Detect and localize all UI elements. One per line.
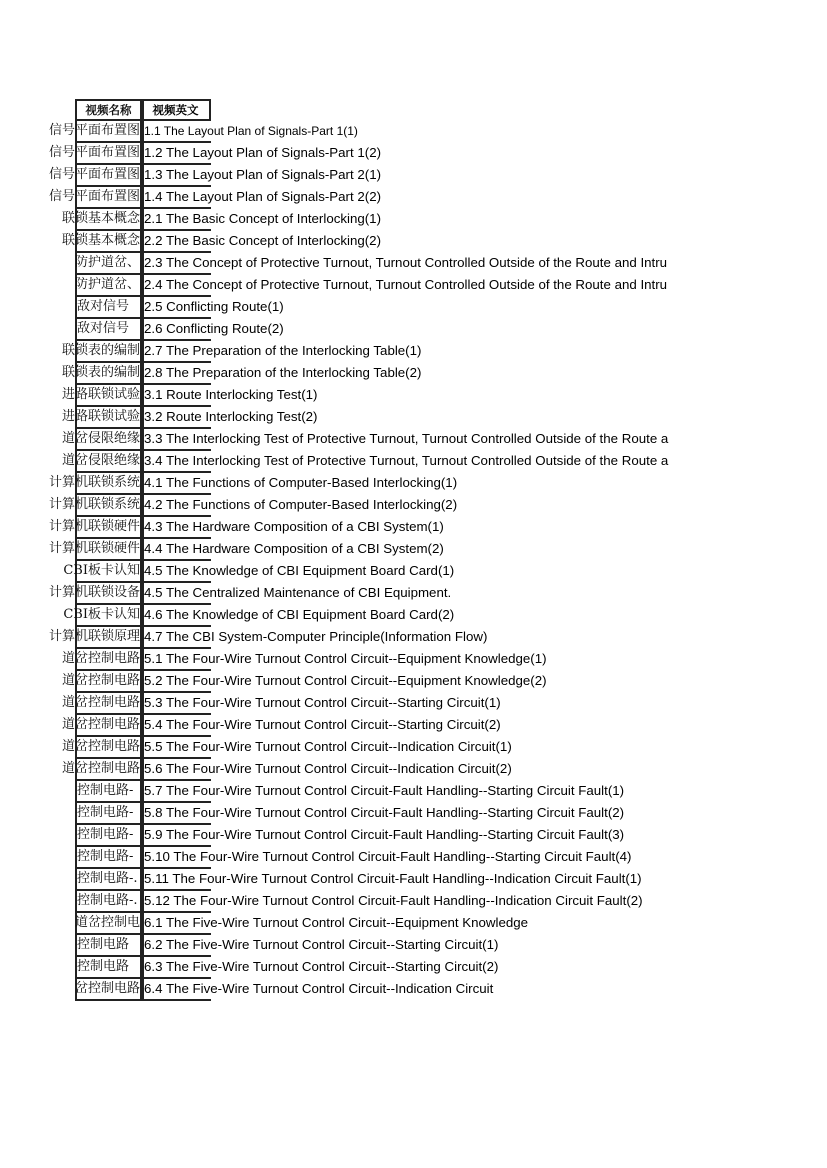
table-row[interactable] (61, 693, 668, 715)
video-name-text: 道岔控制电 (74, 915, 140, 930)
video-name-text: 计算机联锁设备 (48, 585, 140, 600)
video-english-cell[interactable]: 4.5 The Centralized Maintenance of CBI Equipment. (142, 583, 451, 605)
table-row[interactable] (75, 935, 668, 957)
video-english-cell[interactable]: 5.3 The Four-Wire Turnout Control Circuit--Starting Circuit(1) (142, 693, 501, 715)
video-name-text: 计算机联锁原理 (48, 629, 140, 644)
video-name-text: 控制电路- (77, 805, 134, 820)
table-row[interactable] (75, 979, 668, 1001)
video-english-cell[interactable]: 3.4 The Interlocking Test of Protective Turnout, Turnout Controlled Outside of the Route a (142, 451, 668, 473)
video-name-text: 道岔控制电路 (61, 651, 140, 666)
video-name-cell[interactable] (61, 429, 142, 451)
table-row[interactable] (48, 473, 668, 495)
video-english-cell[interactable]: 5.11 The Four-Wire Turnout Control Circuit-Fault Handling--Indication Circuit Fault(1) (142, 869, 642, 891)
video-name-cell[interactable] (61, 693, 142, 715)
table-row[interactable] (48, 583, 668, 605)
table-row[interactable] (48, 187, 668, 209)
video-english-cell[interactable]: 1.4 The Layout Plan of Signals-Part 2(2) (142, 187, 381, 209)
video-name-cell[interactable] (63, 605, 142, 627)
video-name-text: 计算机联锁硬件 (48, 519, 140, 534)
video-name-cell[interactable] (48, 165, 142, 187)
video-english-cell[interactable]: 3.3 The Interlocking Test of Protective Turnout, Turnout Controlled Outside of the Route a (142, 429, 668, 451)
video-name-cell[interactable] (75, 781, 142, 803)
video-english-cell[interactable]: 4.3 The Hardware Composition of a CBI System(1) (142, 517, 444, 539)
video-name-cell[interactable] (61, 341, 142, 363)
table-row[interactable] (61, 715, 668, 737)
video-name-cell[interactable] (75, 825, 142, 847)
video-english-cell[interactable]: 6.1 The Five-Wire Turnout Control Circuit--Equipment Knowledge (142, 913, 528, 935)
video-english-cell[interactable]: 6.2 The Five-Wire Turnout Control Circuit--Starting Circuit(1) (142, 935, 498, 957)
video-english-cell[interactable]: 5.2 The Four-Wire Turnout Control Circuit--Equipment Knowledge(2) (142, 671, 547, 693)
video-name-cell[interactable] (61, 737, 142, 759)
video-name-text: 计算机联锁系统 (48, 475, 140, 490)
video-name-cell[interactable] (61, 209, 142, 231)
video-english-cell[interactable]: 4.1 The Functions of Computer-Based Interlocking(1) (142, 473, 457, 495)
video-english-cell[interactable]: 5.9 The Four-Wire Turnout Control Circuit-Fault Handling--Starting Circuit Fault(3) (142, 825, 624, 847)
table-row[interactable] (61, 341, 668, 363)
video-name-text: 道岔侵限绝缘 (61, 453, 140, 468)
video-name-cell[interactable] (75, 891, 142, 913)
video-name-text: 控制电路- (77, 783, 134, 798)
video-name-cell[interactable] (48, 539, 142, 561)
table-row[interactable] (75, 891, 668, 913)
video-name-cell[interactable] (48, 517, 142, 539)
table-row[interactable] (61, 649, 668, 671)
video-english-cell[interactable]: 2.6 Conflicting Route(2) (142, 319, 284, 341)
header-video-english: 视频英文 (142, 99, 211, 121)
video-english-cell[interactable]: 1.1 The Layout Plan of Signals-Part 1(1) (142, 121, 358, 143)
video-name-text: 道岔控制电路 (61, 739, 140, 754)
video-name-text: 计算机联锁系统 (48, 497, 140, 512)
header-row (75, 99, 668, 121)
table-row[interactable] (61, 429, 669, 451)
table-row[interactable] (75, 957, 668, 979)
video-name-text: 控制电路-. (77, 871, 138, 886)
table-row[interactable] (75, 825, 668, 847)
table-row[interactable] (48, 517, 668, 539)
video-english-cell[interactable]: 4.6 The Knowledge of CBI Equipment Board Card(2) (142, 605, 454, 627)
video-name-cell[interactable] (75, 253, 142, 275)
table-row[interactable] (75, 869, 668, 891)
video-name-text: 控制电路 (77, 959, 130, 974)
video-name-text: 道岔控制电路 (61, 717, 140, 732)
video-name-text: 敌对信号 (77, 321, 130, 336)
video-name-cell[interactable] (48, 495, 142, 517)
video-english-cell[interactable]: 4.7 The CBI System-Computer Principle(Information Flow) (142, 627, 487, 649)
video-english-cell[interactable]: 5.7 The Four-Wire Turnout Control Circuit-Fault Handling--Starting Circuit Fault(1) (142, 781, 624, 803)
table-row[interactable] (61, 385, 668, 407)
video-name-cell[interactable] (75, 979, 142, 1001)
video-name-text: 信号平面布置图 (48, 123, 140, 138)
video-english-cell[interactable]: 5.12 The Four-Wire Turnout Control Circuit-Fault Handling--Indication Circuit Fault(2) (142, 891, 643, 913)
table-row[interactable] (75, 297, 668, 319)
table-row[interactable] (75, 781, 668, 803)
video-name-text: 计算机联锁硬件 (48, 541, 140, 556)
video-name-text: 联锁表的编制 (61, 365, 140, 380)
video-list-table (48, 99, 669, 1001)
video-name-cell[interactable] (48, 473, 142, 495)
video-name-cell[interactable] (75, 869, 142, 891)
video-name-cell[interactable] (75, 913, 142, 935)
video-english-cell[interactable]: 5.6 The Four-Wire Turnout Control Circuit--Indication Circuit(2) (142, 759, 512, 781)
table-row[interactable] (75, 913, 668, 935)
video-english-cell[interactable]: 5.8 The Four-Wire Turnout Control Circuit-Fault Handling--Starting Circuit Fault(2) (142, 803, 624, 825)
table-row[interactable] (75, 319, 668, 341)
video-name-text: 敌对信号 (77, 299, 130, 314)
table-row[interactable] (61, 737, 668, 759)
video-name-text: 联锁表的编制 (61, 343, 140, 358)
table-row[interactable] (63, 561, 668, 583)
video-name-text: 控制电路- (77, 849, 134, 864)
video-english-cell[interactable]: 2.8 The Preparation of the Interlocking Table(2) (142, 363, 421, 385)
table-row[interactable] (61, 363, 668, 385)
video-name-cell[interactable] (63, 561, 142, 583)
video-name-cell[interactable] (61, 407, 142, 429)
video-english-cell[interactable]: 3.2 Route Interlocking Test(2) (142, 407, 317, 429)
table-row[interactable] (75, 803, 668, 825)
video-english-cell[interactable]: 2.2 The Basic Concept of Interlocking(2) (142, 231, 381, 253)
table-row[interactable] (61, 209, 668, 231)
table-row[interactable] (61, 671, 668, 693)
video-name-text: 控制电路-. (77, 893, 138, 908)
video-name-cell[interactable] (75, 319, 142, 341)
video-name-text: 控制电路- (77, 827, 134, 842)
video-name-text: 防护道岔、 (74, 277, 140, 292)
video-name-text: 道岔控制电路 (61, 695, 140, 710)
table-row[interactable] (48, 143, 668, 165)
header-video-name: 视频名称 (75, 99, 142, 121)
video-name-text: CBI板卡认知 (63, 607, 140, 622)
table-row[interactable] (61, 451, 669, 473)
video-english-cell[interactable]: 3.1 Route Interlocking Test(1) (142, 385, 317, 407)
video-name-cell[interactable] (61, 385, 142, 407)
video-english-cell[interactable]: 4.2 The Functions of Computer-Based Interlocking(2) (142, 495, 457, 517)
video-name-text: 信号平面布置图 (48, 145, 140, 160)
video-name-text: 防护道岔、 (74, 255, 140, 270)
video-name-cell[interactable] (48, 121, 142, 143)
video-name-cell[interactable] (75, 803, 142, 825)
video-name-text: 道岔控制电路 (61, 761, 140, 776)
video-english-cell[interactable]: 2.7 The Preparation of the Interlocking Table(1) (142, 341, 421, 363)
video-name-text: 信号平面布置图 (48, 167, 140, 182)
table-row[interactable] (48, 165, 668, 187)
video-name-cell[interactable] (48, 143, 142, 165)
table-row[interactable] (48, 539, 668, 561)
video-name-text: 联锁基本概念 (61, 211, 140, 226)
video-english-cell[interactable]: 4.4 The Hardware Composition of a CBI System(2) (142, 539, 444, 561)
table-body (48, 121, 669, 1001)
video-name-cell[interactable] (61, 231, 142, 253)
video-name-text: 道岔控制电路 (61, 673, 140, 688)
table-row[interactable] (75, 275, 668, 297)
video-name-cell[interactable] (61, 671, 142, 693)
table-row[interactable] (61, 759, 668, 781)
video-name-text: 道岔侵限绝缘 (61, 431, 140, 446)
video-name-cell[interactable] (48, 583, 142, 605)
video-name-cell[interactable] (61, 649, 142, 671)
video-name-cell[interactable] (75, 935, 142, 957)
video-name-cell[interactable] (61, 451, 142, 473)
video-english-cell[interactable]: 2.1 The Basic Concept of Interlocking(1) (142, 209, 381, 231)
video-english-cell[interactable]: 6.4 The Five-Wire Turnout Control Circuit--Indication Circuit (142, 979, 493, 1001)
video-name-cell[interactable] (75, 957, 142, 979)
video-name-cell[interactable] (75, 275, 142, 297)
table-row[interactable] (63, 605, 668, 627)
table-row[interactable] (75, 253, 668, 275)
video-english-cell[interactable]: 2.4 The Concept of Protective Turnout, Turnout Controlled Outside of the Route and Intru (142, 275, 667, 297)
video-english-cell[interactable]: 5.5 The Four-Wire Turnout Control Circuit--Indication Circuit(1) (142, 737, 512, 759)
table-row[interactable] (48, 121, 668, 143)
video-name-text: 进路联锁试验 (61, 387, 140, 402)
video-english-cell[interactable]: 1.2 The Layout Plan of Signals-Part 1(2) (142, 143, 381, 165)
video-english-cell[interactable]: 1.3 The Layout Plan of Signals-Part 2(1) (142, 165, 381, 187)
table-row[interactable] (48, 627, 668, 649)
video-english-cell[interactable]: 5.1 The Four-Wire Turnout Control Circuit--Equipment Knowledge(1) (142, 649, 547, 671)
table-row[interactable] (48, 495, 668, 517)
video-name-text: 岔控制电路 (74, 981, 140, 996)
video-english-cell[interactable]: 5.4 The Four-Wire Turnout Control Circuit--Starting Circuit(2) (142, 715, 501, 737)
video-name-text: 联锁基本概念 (61, 233, 140, 248)
video-english-cell[interactable]: 2.3 The Concept of Protective Turnout, Turnout Controlled Outside of the Route and Intru (142, 253, 667, 275)
table-row[interactable] (61, 407, 668, 429)
video-name-cell[interactable] (48, 627, 142, 649)
video-english-cell[interactable]: 6.3 The Five-Wire Turnout Control Circuit--Starting Circuit(2) (142, 957, 498, 979)
video-name-text: 控制电路 (77, 937, 130, 952)
table-row[interactable] (61, 231, 668, 253)
video-name-cell[interactable] (75, 297, 142, 319)
video-name-cell[interactable] (61, 363, 142, 385)
video-english-cell[interactable]: 5.10 The Four-Wire Turnout Control Circuit-Fault Handling--Starting Circuit Fault(4) (142, 847, 631, 869)
video-name-text: CBI板卡认知 (63, 563, 140, 578)
video-name-cell[interactable] (61, 759, 142, 781)
video-english-cell[interactable]: 4.5 The Knowledge of CBI Equipment Board Card(1) (142, 561, 454, 583)
video-name-cell[interactable] (48, 187, 142, 209)
table-row[interactable] (75, 847, 668, 869)
video-name-cell[interactable] (75, 847, 142, 869)
video-name-text: 进路联锁试验 (61, 409, 140, 424)
video-name-text: 信号平面布置图 (48, 189, 140, 204)
video-english-cell[interactable]: 2.5 Conflicting Route(1) (142, 297, 284, 319)
video-name-cell[interactable] (61, 715, 142, 737)
